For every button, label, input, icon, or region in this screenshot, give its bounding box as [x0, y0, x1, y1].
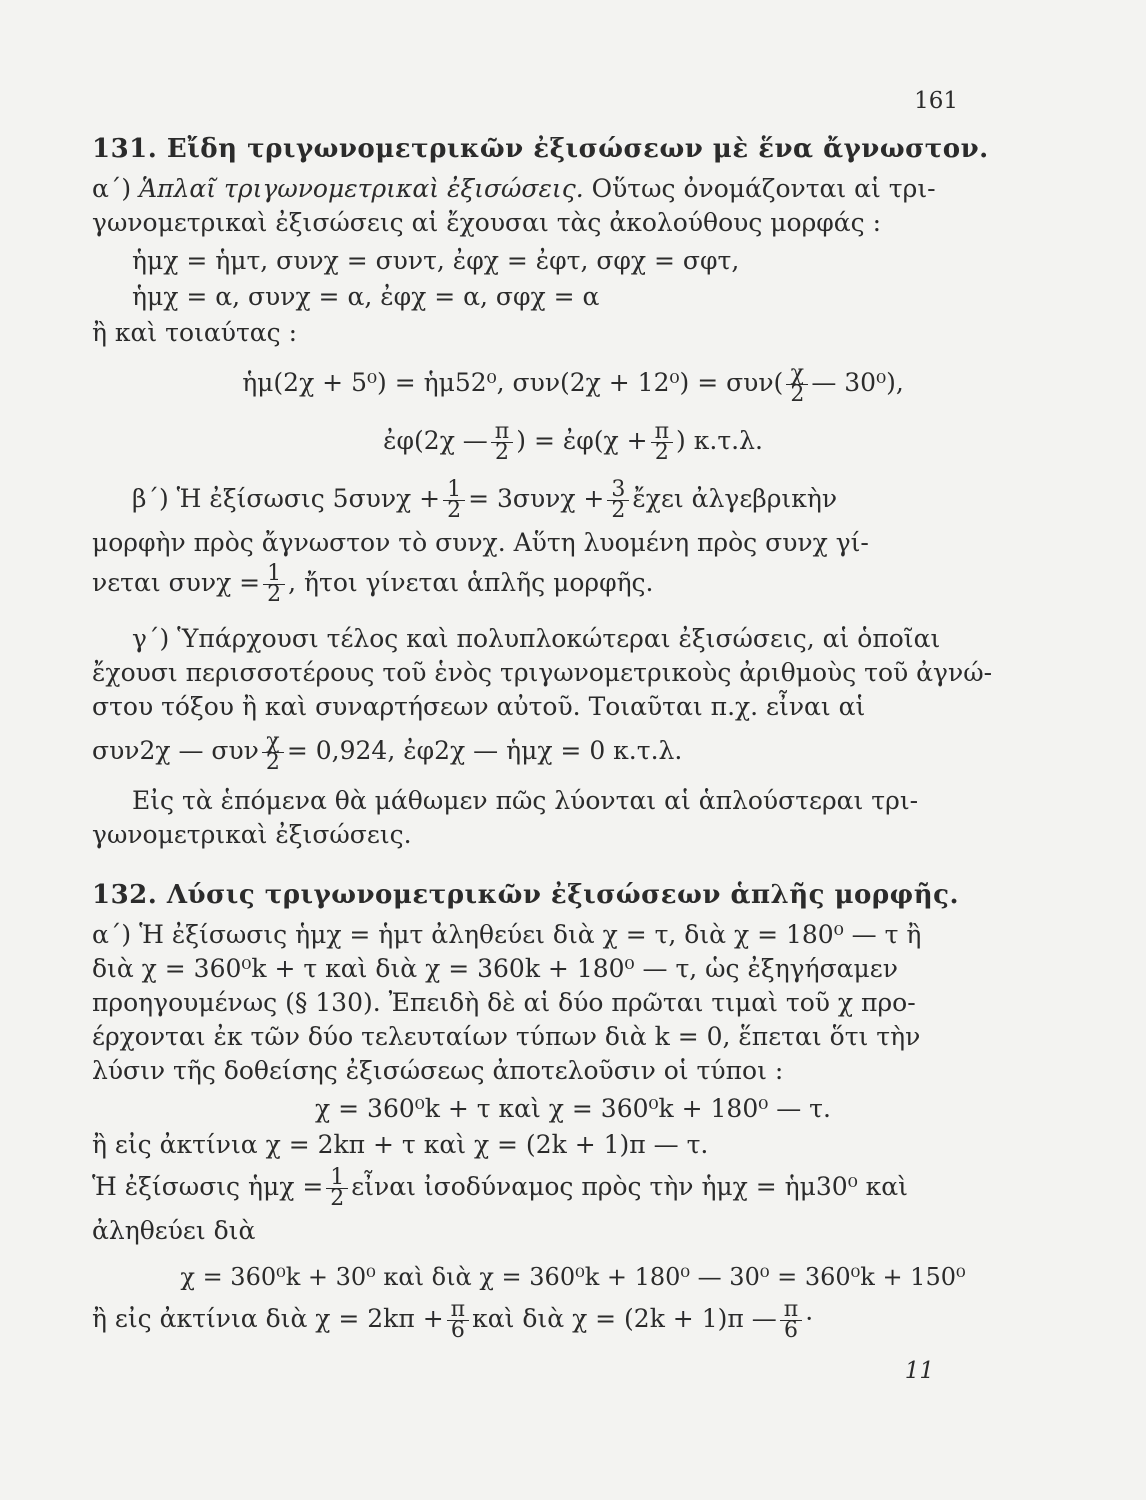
s131-next2: γωνομετρικαὶ ἐξισώσεις. [92, 820, 412, 849]
fraction: $\frac{\pi}{6}$ [780, 1300, 802, 1341]
s131-eq2: ἡμχ = α, συνχ = α, ἐφχ = α, σφχ = α [132, 282, 600, 311]
s131-next1: Εἰς τὰ ἑπόμενα θὰ μάθωμεν πῶς λύονται αἱ ἁπλούστεραι τρι- [132, 786, 919, 815]
s132-line3: προηγουμένως (§ 130). Ἐπειδὴ δὲ αἱ δύο πρῶται τιμαὶ τοῦ χ προ- [92, 988, 916, 1017]
s131-eq1: ἡμχ = ἡμτ, συνχ = συντ, ἐφχ = ἐφτ, σφχ = σφτ, [132, 246, 740, 275]
fraction: $\frac{\pi}{2}$ [491, 422, 513, 463]
fraction: $\frac{1}{2}$ [263, 564, 285, 605]
section-132-title: 132. Λύσις τριγωνομετρικῶν ἐξισώσεων ἁπλῆς μορφῆς. [92, 880, 959, 910]
fraction: $\frac{3}{2}$ [607, 480, 629, 521]
s131-b-line3: νεται συνχ = $\frac{1}{2}$ , ἤτοι γίνεται ἁπλῆς μορφῆς. [92, 561, 654, 607]
signature-mark: 11 [904, 1358, 934, 1384]
s132-line7: ἀληθεύει διὰ [92, 1216, 256, 1245]
s131-line-a2: γωνομετρικαὶ ἐξισώσεις αἱ ἔχουσαι τὰς ἀκολούθους μορφάς : [92, 208, 882, 237]
s131-eq3: ἡμ(2χ + 5⁰) = ἡμ52⁰, συν(2χ + 12⁰) = συν( $\frac{\chi}{2}$ — 30⁰), [242, 361, 904, 407]
fraction: $\frac{1}{2}$ [326, 1168, 348, 1209]
fraction: $\frac{\pi}{6}$ [447, 1300, 469, 1341]
s132-line4: έρχονται ἐκ τῶν δύο τελευταίων τύπων διὰ k = 0, ἕπεται ὅτι τὴν [92, 1022, 921, 1051]
s131-g-line4: συν2χ — συν $\frac{\chi}{2}$ = 0,924, ἐφ2χ — ἡμχ = 0 κ.τ.λ. [92, 729, 683, 775]
fraction: $\frac{\chi}{2}$ [786, 364, 808, 405]
s132-eq1: χ = 360⁰k + τ καὶ χ = 360⁰k + 180⁰ — τ. [315, 1094, 831, 1123]
s132-eq2: ἢ εἰς ἀκτίνια χ = 2kπ + τ καὶ χ = (2k + 1)π — τ. [92, 1130, 709, 1159]
fraction: $\frac{\pi}{2}$ [651, 422, 673, 463]
s131-line-a: α΄) Ἁπλαῖ τριγωνομετρικαὶ ἐξισώσεις. Οὕτως ὀνομάζονται αἱ τρι- [92, 174, 936, 203]
s131-b-line2: μορφὴν πρὸς ἄγνωστον τὸ συνχ. Αὕτη λυομένη πρὸς συνχ γί- [92, 528, 869, 557]
s131-g-line3: στου τόξου ἢ καὶ συναρτήσεων αὐτοῦ. Τοιαῦται π.χ. εἶναι αἱ [92, 692, 866, 721]
fraction: $\frac{1}{2}$ [443, 480, 465, 521]
fraction: $\frac{\chi}{2}$ [262, 732, 284, 773]
page-number: 161 [914, 88, 958, 114]
s132-line5: λύσιν τῆς δοθείσης ἐξισώσεως ἀποτελοῦσιν οἱ τύποι : [92, 1056, 784, 1085]
s131-g-line1: γ΄) Ὑπάρχουσι τέλος καὶ πολυπλοκώτεραι ἐξισώσεις, αἱ ὁποῖαι [132, 624, 941, 653]
s132-line6: Ἡ ἐξίσωσις ἡμχ = $\frac{1}{2}$ εἶναι ἰσοδύναμος πρὸς τὴν ἡμχ = ἡμ30⁰ καὶ [92, 1165, 908, 1211]
s132-line1: α΄) Ἡ ἐξίσωσις ἡμχ = ἡμτ ἀληθεύει διὰ χ = τ, διὰ χ = 180⁰ — τ ἢ [92, 920, 922, 949]
section-131-title: 131. Εἴδη τριγωνομετρικῶν ἐξισώσεων μὲ ἕνα ἄγνωστον. [92, 134, 989, 164]
s131-such: ἢ καὶ τοιαύτας : [92, 318, 298, 347]
s132-eq4: ἢ εἰς ἀκτίνια διὰ χ = 2kπ + $\frac{\pi}{6}$ καὶ διὰ χ = (2k + 1)π — $\frac{\pi}{6}$ · [92, 1297, 814, 1343]
s132-line2: διὰ χ = 360⁰k + τ καὶ διὰ χ = 360k + 180⁰ — τ, ὡς ἐξηγήσαμεν [92, 954, 898, 983]
s131-b-line1: β΄) Ἡ ἐξίσωσις 5συνχ + $\frac{1}{2}$ = 3συνχ + $\frac{3}{2}$ ἔχει ἀλγεβρικὴν [132, 477, 838, 523]
s132-eq3: χ = 360⁰k + 30⁰ καὶ διὰ χ = 360⁰k + 180⁰ — 30⁰ = 360⁰k + 150⁰ [180, 1263, 966, 1291]
s131-eq4: ἐφ(2χ — $\frac{\pi}{2}$ ) = ἐφ(χ + $\frac{\pi}{2}$ ) κ.τ.λ. [383, 419, 763, 465]
s131-g-line2: ἔχουσι περισσοτέρους τοῦ ἑνὸς τριγωνομετρικοὺς ἀριθμοὺς τοῦ ἀγνώ- [92, 658, 993, 687]
